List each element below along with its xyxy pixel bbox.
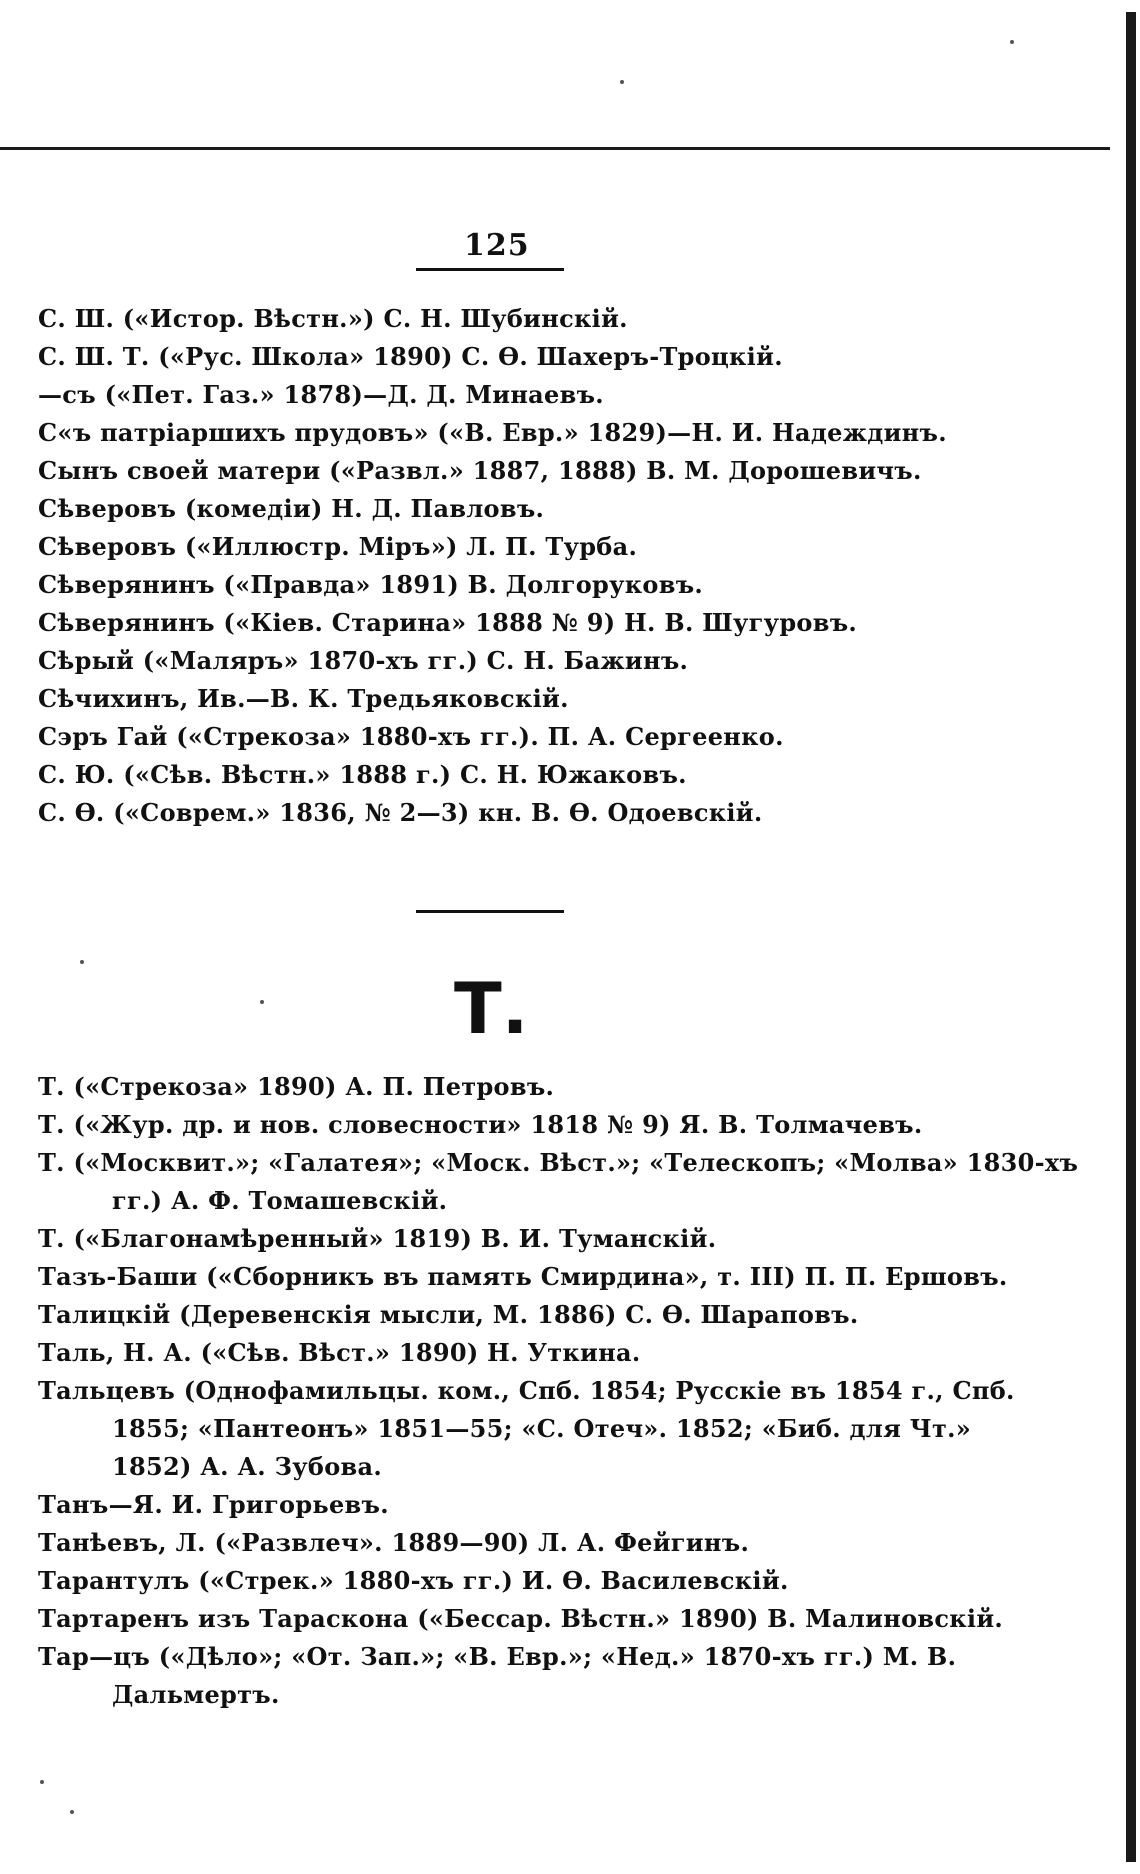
list-item: Тазъ-Баши («Сборникъ въ память Смирдина», т. III) П. П. Ершовъ. bbox=[38, 1262, 1008, 1291]
list-item: Сѣверовъ («Иллюстр. Міръ») Л. П. Турба. bbox=[38, 532, 638, 561]
list-item: С. Ш. («Истор. Вѣстн.») С. Н. Шубинскій. bbox=[38, 304, 628, 333]
scan-speckle bbox=[40, 1780, 44, 1784]
page-number: 125 bbox=[464, 228, 530, 263]
list-item: Танѣевъ, Л. («Развлеч». 1889—90) Л. А. Фейгинъ. bbox=[38, 1528, 750, 1557]
list-item: Сынъ своей матери («Развл.» 1887, 1888) В. М. Дорошевичъ. bbox=[38, 456, 922, 485]
list-item: Танъ—Я. И. Григорьевъ. bbox=[38, 1490, 389, 1519]
list-item: Сѣверянинъ («Правда» 1891) В. Долгоруковъ. bbox=[38, 570, 704, 599]
list-item: С. Ѳ. («Соврем.» 1836, № 2—3) кн. В. Ѳ. Одоевскій. bbox=[38, 798, 763, 827]
list-item: Тальцевъ (Однофамильцы. ком., Спб. 1854; Русскіе въ 1854 г., Спб. bbox=[38, 1376, 1015, 1405]
list-item: С. Ю. («Сѣв. Вѣстн.» 1888 г.) С. Н. Южаковъ. bbox=[38, 760, 687, 789]
list-item: Тартаренъ изъ Тараскона («Бессар. Вѣстн.» 1890) В. Малиновскій. bbox=[38, 1604, 1004, 1633]
list-item: С«ъ патріаршихъ прудовъ» («В. Евр.» 1829)—Н. И. Надеждинъ. bbox=[38, 418, 947, 447]
scan-speckle bbox=[80, 960, 84, 964]
list-item: С. Ш. Т. («Рус. Школа» 1890) С. Ѳ. Шахеръ-Троцкій. bbox=[38, 342, 783, 371]
list-item: Сѣверовъ (комедіи) Н. Д. Павловъ. bbox=[38, 494, 545, 523]
list-item: Тар—цъ («Дѣло»; «От. Зап.»; «В. Евр.»; «Нед.» 1870-хъ гг.) М. В. bbox=[38, 1642, 957, 1671]
list-item: Т. («Стрекоза» 1890) А. П. Петровъ. bbox=[38, 1072, 555, 1101]
list-item: Т. («Благонамѣренный» 1819) В. И. Туманскій. bbox=[38, 1224, 717, 1253]
list-item: Сѣрый («Маляръ» 1870-хъ гг.) С. Н. Бажинъ. bbox=[38, 646, 689, 675]
scan-speckle bbox=[1010, 40, 1014, 44]
list-item-continuation: Дальмертъ. bbox=[112, 1680, 280, 1709]
list-item: Сѣверянинъ («Кіев. Старина» 1888 № 9) Н. В. Шугуровъ. bbox=[38, 608, 858, 637]
scan-edge bbox=[1126, 12, 1136, 1862]
scan-speckle bbox=[70, 1810, 74, 1814]
entries-t-list bbox=[38, 1068, 1079, 1714]
scan-speckle bbox=[620, 80, 624, 84]
list-item: Таль, Н. А. («Сѣв. Вѣст.» 1890) Н. Уткина. bbox=[38, 1338, 641, 1367]
list-item: Т. («Москвит.»; «Галатея»; «Моск. Вѣст.»; «Телескопъ; «Молва» 1830-хъ bbox=[38, 1148, 1079, 1177]
section-divider bbox=[416, 910, 564, 913]
list-item: Сѣчихинъ, Ив.—В. К. Тредьяковскій. bbox=[38, 684, 569, 713]
list-item: Тарантулъ («Стрек.» 1880-хъ гг.) И. Ѳ. Василевскій. bbox=[38, 1566, 789, 1595]
scan-speckle bbox=[260, 1000, 264, 1004]
top-rule bbox=[0, 147, 1110, 150]
entries-s-list bbox=[38, 300, 1038, 832]
list-item: Сэръ Гай («Стрекоза» 1880-хъ гг.). П. А. Сергеенко. bbox=[38, 722, 784, 751]
list-item-continuation: 1855; «Пантеонъ» 1851—55; «С. Отеч». 1852; «Биб. для Чт.» bbox=[112, 1414, 972, 1443]
list-item: —съ («Пет. Газ.» 1878)—Д. Д. Минаевъ. bbox=[38, 380, 604, 409]
list-item: Т. («Жур. др. и нов. словесности» 1818 № 9) Я. В. Толмачевъ. bbox=[38, 1110, 923, 1139]
page-number-rule bbox=[416, 268, 564, 271]
list-item-continuation: гг.) А. Ф. Томашевскій. bbox=[112, 1186, 448, 1215]
section-heading: Т. bbox=[454, 968, 529, 1050]
list-item: Талицкій (Деревенскія мысли, М. 1886) С. Ѳ. Шараповъ. bbox=[38, 1300, 859, 1329]
list-item-continuation: 1852) А. А. Зубова. bbox=[112, 1452, 382, 1481]
